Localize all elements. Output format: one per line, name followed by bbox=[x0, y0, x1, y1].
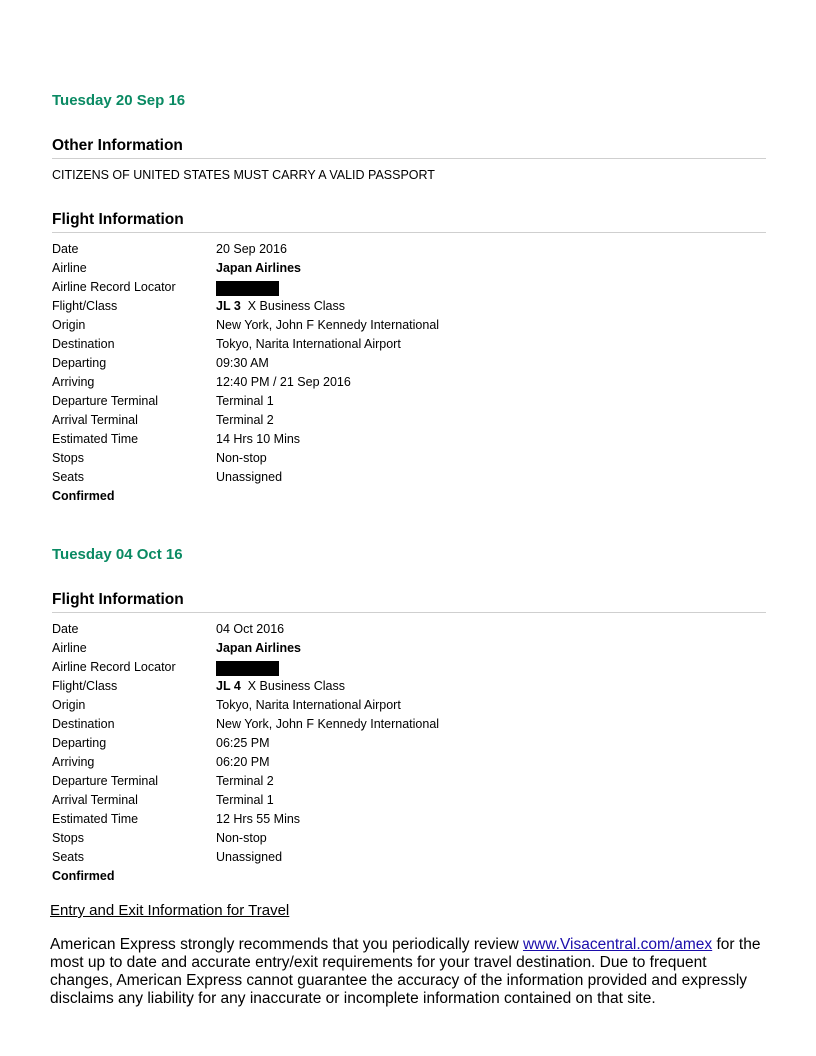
entry-exit-title: Entry and Exit Information for Travel bbox=[50, 902, 290, 919]
flight-date: 04 Oct 2016 bbox=[216, 622, 285, 636]
detail-label: Arriving bbox=[52, 755, 95, 769]
date-heading: Tuesday 04 Oct 16 bbox=[52, 546, 183, 563]
arrival-terminal: Terminal 1 bbox=[216, 793, 274, 807]
entry-exit-text-before: American Express strongly recommends that you periodically review bbox=[50, 936, 523, 953]
entry-exit-paragraph bbox=[50, 936, 770, 1008]
detail-label: Destination bbox=[52, 717, 115, 731]
detail-label: Flight/Class bbox=[52, 679, 118, 693]
detail-label: Arrival Terminal bbox=[52, 413, 138, 427]
detail-label: Estimated Time bbox=[52, 812, 139, 826]
flight-information-title: Flight Information bbox=[52, 211, 766, 233]
detail-label: Flight/Class bbox=[52, 299, 118, 313]
redacted-locator bbox=[216, 661, 279, 676]
flight-information-title: Flight Information bbox=[52, 591, 766, 613]
seats: Unassigned bbox=[216, 470, 283, 484]
detail-label: Seats bbox=[52, 850, 84, 864]
status-confirmed: Confirmed bbox=[52, 869, 115, 883]
stops: Non-stop bbox=[216, 451, 267, 465]
stops: Non-stop bbox=[216, 831, 267, 845]
arriving-time: 12:40 PM / 21 Sep 2016 bbox=[216, 375, 351, 389]
detail-label: Date bbox=[52, 622, 79, 636]
airline-name: Japan Airlines bbox=[216, 641, 301, 655]
destination: Tokyo, Narita International Airport bbox=[216, 337, 401, 351]
detail-label: Arrival Terminal bbox=[52, 793, 138, 807]
visacentral-link[interactable]: www.Visacentral.com/amex bbox=[522, 936, 713, 953]
detail-label: Stops bbox=[52, 831, 84, 845]
departing-time: 06:25 PM bbox=[216, 736, 270, 750]
flight-class: X Business Class bbox=[247, 679, 346, 693]
detail-label: Date bbox=[52, 242, 79, 256]
estimated-time: 14 Hrs 10 Mins bbox=[216, 432, 301, 446]
flight-date: 20 Sep 2016 bbox=[216, 242, 287, 256]
detail-label: Destination bbox=[52, 337, 115, 351]
detail-label: Departure Terminal bbox=[52, 774, 159, 788]
departure-terminal: Terminal 2 bbox=[216, 774, 274, 788]
other-information-title: Other Information bbox=[52, 137, 766, 159]
detail-label: Estimated Time bbox=[52, 432, 139, 446]
redacted-locator bbox=[216, 281, 279, 296]
status-confirmed: Confirmed bbox=[52, 489, 115, 503]
detail-label: Airline bbox=[52, 641, 87, 655]
detail-label: Airline bbox=[52, 261, 87, 275]
other-information-text: CITIZENS OF UNITED STATES MUST CARRY A VALID PASSPORT bbox=[52, 168, 435, 182]
departure-terminal: Terminal 1 bbox=[216, 394, 274, 408]
flight-number: JL 3 bbox=[216, 299, 241, 313]
flight-class: X Business Class bbox=[247, 299, 346, 313]
arriving-time: 06:20 PM bbox=[216, 755, 270, 769]
detail-label: Origin bbox=[52, 698, 86, 712]
detail-label: Departing bbox=[52, 736, 107, 750]
detail-label: Departing bbox=[52, 356, 107, 370]
seats: Unassigned bbox=[216, 850, 283, 864]
detail-label: Departure Terminal bbox=[52, 394, 159, 408]
departing-time: 09:30 AM bbox=[216, 356, 269, 370]
detail-label: Airline Record Locator bbox=[52, 660, 176, 674]
detail-label: Origin bbox=[52, 318, 86, 332]
detail-label: Arriving bbox=[52, 375, 95, 389]
origin: New York, John F Kennedy International bbox=[216, 318, 440, 332]
flight-number: JL 4 bbox=[216, 679, 241, 693]
origin: Tokyo, Narita International Airport bbox=[216, 698, 401, 712]
date-heading: Tuesday 20 Sep 16 bbox=[52, 92, 186, 109]
detail-label: Stops bbox=[52, 451, 84, 465]
destination: New York, John F Kennedy International bbox=[216, 717, 440, 731]
arrival-terminal: Terminal 2 bbox=[216, 413, 274, 427]
detail-label: Seats bbox=[52, 470, 84, 484]
airline-name: Japan Airlines bbox=[216, 261, 301, 275]
estimated-time: 12 Hrs 55 Mins bbox=[216, 812, 301, 826]
entry-exit-text-after: for the most up to date and accurate entry/exit requirements for your travel destination. Due to frequent changes, American Express cannot guarantee the accuracy of the information provided and expressly disclaims any liability for any inaccurate or incomplete information contained on that site. bbox=[50, 936, 761, 1007]
detail-label: Airline Record Locator bbox=[52, 280, 176, 294]
